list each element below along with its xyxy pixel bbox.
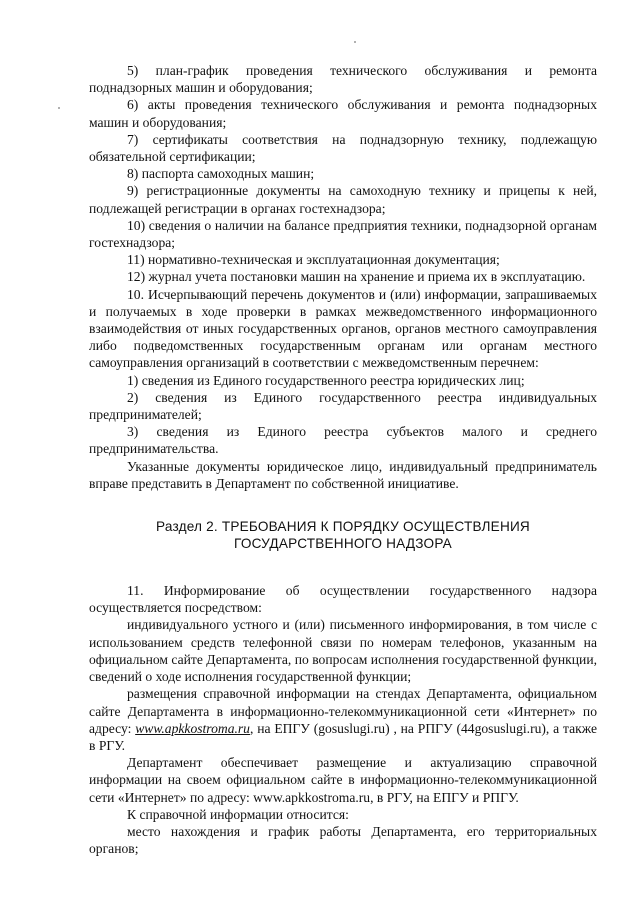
list-item-7: 7) сертификаты соответствия на поднадзорную технику, подлежащую обязательной сертификации; [89, 131, 597, 165]
section-title-line-1: Раздел 2. ТРЕБОВАНИЯ К ПОРЯДКУ ОСУЩЕСТВЛЕНИЯ [156, 519, 530, 535]
scan-speck [354, 41, 356, 43]
document-body [89, 62, 597, 857]
location-paragraph: место нахождения и график работы Департамента, его территориальных органов; [89, 823, 597, 857]
list-item-9: 9) регистрационные документы на самоходную технику и прицепы к ней, подлежащей регистрации в органах гостехнадзора; [89, 183, 597, 216]
site-link[interactable]: www.apkkostroma.ru [135, 720, 250, 736]
scan-speck [58, 107, 60, 109]
reference-info-heading: К справочной информации относится: [127, 806, 349, 822]
point-11-placement [89, 685, 597, 754]
section-heading [89, 518, 597, 552]
section-title-line-2: ГОСУДАРСТВЕННОГО НАДЗОРА [234, 536, 452, 552]
list-item-12: 12) журнал учета постановки машин на хранение и приема их в эксплуатацию. [127, 269, 586, 285]
department-paragraph: Департамент обеспечивает размещение и актуализацию справочной информации на своем официальном сайте в информационно-телекоммуникационной сети «Интернет» по адресу: www.apkkostroma.ru, в РГУ, на ЕПГУ и РПГУ. [89, 755, 597, 805]
list-item-10: 10) сведения о наличии на балансе предприятия техники, поднадзорной органам гостехнадзора; [89, 217, 597, 251]
point-10-item-2: 2) сведения из Единого государственного реестра индивидуальных предпринимателей; [89, 389, 597, 423]
point-10-item-1: 1) сведения из Единого государственного реестра юридических лиц; [127, 372, 525, 388]
placement-text-end: , на ЕПГУ (gosuslugi.ru) , на РПГУ (44gosuslugi.ru), а также в РГУ. [89, 720, 597, 753]
point-11-individual: индивидуального устного и (или) письменного информирования, в том числе с использованием средств телефонной связи по номерам телефонов, указанным на официальном сайте Департамента, по вопросам исполнения государственной функции, сведений о ходе исполнения государственной функции; [89, 617, 597, 685]
point-10-paragraph: 10. Исчерпывающий перечень документов и (или) информации, запрашиваемых и получаемых в ходе проверки в рамках межведомственного информационного взаимодействия от иных государственных органов, органов местного самоуправления либо подведомственных государственным органам или органам местного самоуправления организаций в соответствии с межведомственным перечнем: [89, 286, 597, 371]
placement-text-start: размещения справочной информации на стендах Департамента, официальном сайте Департамента в информационно-телекоммуникационной сети «Интернет» по адресу: [89, 686, 597, 736]
list-item-5: 5) план-график проведения технического обслуживания и ремонта поднадзорных машин и оборудования; [89, 63, 597, 96]
list-item-6: 6) акты проведения технического обслуживания и ремонта поднадзорных машин и оборудования; [89, 97, 597, 130]
list-item-11: 11) нормативно-техническая и эксплуатационная документация; [127, 252, 500, 268]
point-11-paragraph: 11. Информирование об осуществлении государственного надзора осуществляется посредством: [89, 583, 597, 616]
point-10-note: Указанные документы юридическое лицо, индивидуальный предприниматель вправе представить в Департамент по собственной инициативе. [89, 458, 597, 491]
point-10-item-3: 3) сведения из Единого реестра субъектов малого и среднего предпринимательства. [89, 424, 597, 457]
list-item-8: 8) паспорта самоходных машин; [127, 166, 315, 182]
